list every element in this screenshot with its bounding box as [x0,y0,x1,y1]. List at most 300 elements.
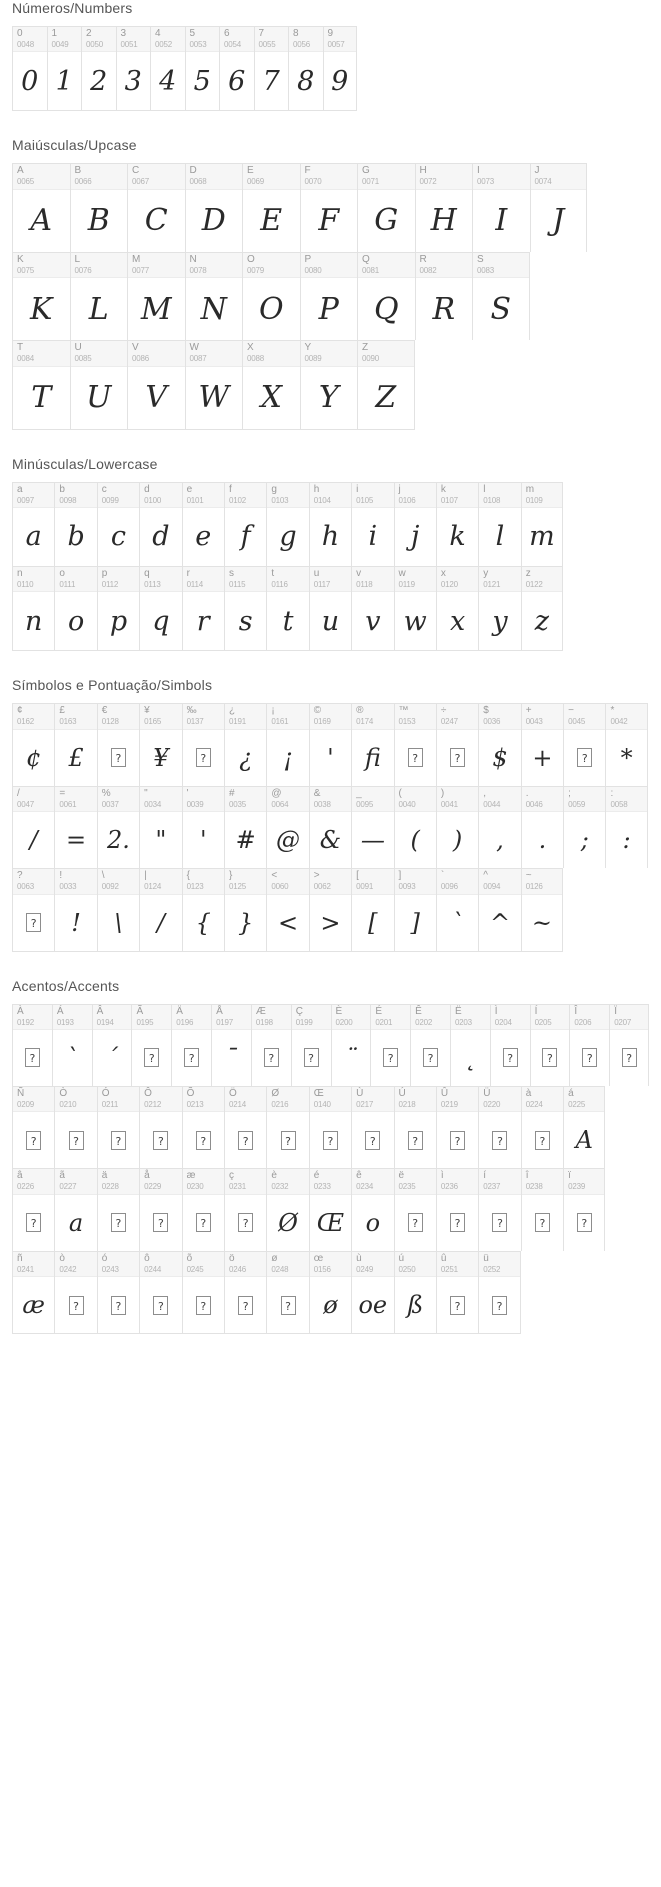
glyph-cell[interactable] [415,252,473,340]
glyph-cell[interactable] [521,786,563,868]
glyph-code-label: 0101 [186,495,204,505]
glyph-cell[interactable] [97,566,139,651]
glyph-code-label: 0114 [186,579,203,589]
glyph-code-label: 0072 [419,177,437,187]
glyph-cell[interactable] [450,1004,490,1086]
glyph-cell[interactable] [251,1004,291,1086]
glyph-preview: / [156,908,165,937]
glyph-cell[interactable] [224,1086,266,1168]
glyph-code-label: 0245 [186,1264,204,1274]
glyph-cell[interactable] [351,1168,393,1250]
glyph-preview: m [529,521,555,553]
glyph-cell[interactable] [605,786,647,868]
glyph-row [12,786,649,868]
glyph-preview: 1 [55,65,73,97]
glyph-cell[interactable] [54,703,96,785]
missing-glyph-icon: ? [153,1131,168,1150]
glyph-char-label: Ê [415,1005,422,1017]
glyph-cell[interactable] [266,1168,308,1250]
glyph-cell[interactable] [478,1086,520,1168]
glyph-cell[interactable] [605,703,647,785]
glyph-cell[interactable] [54,566,96,651]
glyph-cell[interactable] [97,1086,139,1168]
glyph-char-label: : [610,787,614,799]
glyph-preview: 7 [262,65,280,97]
glyph-cell[interactable] [331,1004,371,1086]
glyph-cell-header [522,567,562,592]
glyph-cell[interactable] [12,566,54,651]
glyph-cell[interactable] [97,482,139,566]
glyph-cell[interactable] [415,163,473,251]
glyph-cell-header [13,1005,52,1030]
glyph-char-label: ü [483,1252,489,1264]
glyph-cell[interactable] [490,1004,530,1086]
glyph-cell[interactable] [254,26,289,111]
glyph-cell[interactable] [563,703,605,785]
glyph-cell[interactable] [12,482,54,566]
glyph-char-label: = [59,787,66,799]
glyph-cell[interactable] [521,868,563,951]
glyph-cell[interactable] [266,1086,308,1168]
glyph-cell[interactable] [12,1004,52,1086]
glyph-cell-header [151,27,185,52]
glyph-cell[interactable] [309,482,351,566]
glyph-cell[interactable] [436,1251,478,1334]
glyph-code-label: 0085 [74,354,92,364]
glyph-cell[interactable] [410,1004,450,1086]
glyph-cell[interactable] [92,1004,132,1086]
glyph-code-label: 0214 [228,1099,246,1109]
glyph-cell[interactable] [521,566,563,651]
glyph-cell-header [301,164,358,189]
glyph-cell[interactable] [242,252,300,340]
glyph-cell[interactable] [12,1168,54,1250]
glyph-cell[interactable] [530,163,588,251]
glyph-cell[interactable] [224,1251,266,1334]
glyph-code-label: 0087 [189,354,207,364]
glyph-preview [479,1112,520,1168]
glyph-cell[interactable] [478,703,520,785]
missing-glyph-icon: ? [69,1296,84,1315]
glyph-cell[interactable] [357,163,415,251]
glyph-cell[interactable] [182,1086,224,1168]
glyph-cell[interactable] [351,482,393,566]
glyph-char-label: X [247,342,254,354]
glyph-cell[interactable] [351,786,393,868]
glyph-cell[interactable] [478,786,520,868]
glyph-cell[interactable] [224,703,266,785]
glyph-cell-header [522,483,562,508]
glyph-cell[interactable] [139,566,181,651]
glyph-char-label: À [17,1005,24,1017]
glyph-code-label: 0217 [356,1099,374,1109]
glyph-code-label: 0078 [189,265,207,275]
glyph-cell[interactable] [530,1004,570,1086]
glyph-cell[interactable] [127,163,185,251]
glyph-cell[interactable] [300,163,358,251]
glyph-cell[interactable] [224,1168,266,1250]
glyph-cell[interactable] [52,1004,92,1086]
missing-glyph-icon: ? [323,1131,338,1150]
glyph-preview [183,1112,224,1168]
glyph-cell[interactable] [70,252,128,340]
glyph-cell-header [564,1169,604,1194]
glyph-cell[interactable] [127,252,185,340]
glyph-cell-header [267,483,308,508]
glyph-cell[interactable] [436,1168,478,1250]
glyph-code-label: 0153 [398,717,416,727]
glyph-preview: : [622,826,631,855]
missing-glyph-icon: ? [423,1048,438,1067]
glyph-char-label: L [74,253,81,265]
glyph-cell[interactable] [182,786,224,868]
glyph-preview [437,1195,478,1251]
glyph-char-label: 7 [258,28,265,39]
glyph-code-label: 0246 [228,1264,246,1274]
glyph-cell[interactable] [351,566,393,651]
glyph-cell[interactable] [12,252,70,340]
glyph-cell[interactable] [266,868,308,951]
glyph-cell[interactable] [97,1168,139,1250]
glyph-cell[interactable] [127,340,185,429]
glyph-cell[interactable] [54,482,96,566]
glyph-code-label: 0094 [483,882,501,892]
glyph-cell[interactable] [351,1251,393,1334]
glyph-cell-header [225,483,266,508]
glyph-code-label: 0066 [74,177,92,187]
glyph-char-label: ø [271,1252,278,1264]
glyph-cell[interactable] [182,566,224,651]
glyph-cell[interactable] [12,340,70,429]
glyph-cell[interactable] [436,868,478,951]
glyph-cell[interactable] [357,340,415,429]
glyph-char-label: + [525,705,532,717]
glyph-code-label: 0241 [17,1264,34,1274]
glyph-cell-header [225,567,266,592]
glyph-row [12,482,649,566]
glyph-cell[interactable] [288,26,323,111]
glyph-cell-header [186,341,243,366]
glyph-char-label: ™ [398,705,409,717]
glyph-code-label: 0077 [132,265,149,275]
glyph-cell[interactable] [70,163,128,251]
glyph-code-label: 0047 [17,799,34,809]
glyph-cell[interactable] [139,1251,181,1334]
glyph-cell[interactable] [266,482,308,566]
glyph-cell[interactable] [242,340,300,429]
glyph-preview: / [29,826,38,855]
glyph-preview: fi [364,743,381,772]
glyph-cell-header [491,1005,530,1030]
missing-glyph-icon: ? [196,748,211,767]
glyph-cell[interactable] [351,1086,393,1168]
glyph-cell-header [220,27,254,52]
glyph-cell[interactable] [150,26,185,111]
glyph-preview: S [490,291,512,327]
glyph-cell[interactable] [97,786,139,868]
glyph-cell-header [267,704,308,729]
glyph-cell[interactable] [394,566,436,651]
glyph-cell-header [522,1087,563,1112]
glyph-char-label: o [59,567,65,579]
glyph-cell-header [301,253,358,278]
glyph-cell[interactable] [309,703,351,785]
glyph-cell[interactable] [81,26,116,111]
glyph-char-label: Ó [101,1087,110,1099]
glyph-cell[interactable] [242,163,300,251]
glyph-char-label: @ [271,787,282,799]
glyph-cell[interactable] [478,566,520,651]
glyph-cell[interactable] [219,26,254,111]
glyph-cell[interactable] [12,163,70,251]
glyph-cell[interactable] [309,1168,351,1250]
glyph-cell[interactable] [521,482,563,566]
glyph-cell[interactable] [472,163,530,251]
glyph-code-label: 0099 [101,495,119,505]
glyph-cell[interactable] [116,26,151,111]
glyph-code-label: 0248 [271,1264,289,1274]
glyph-cell[interactable] [266,566,308,651]
glyph-cell[interactable] [370,1004,410,1086]
glyph-char-label: Ñ [17,1087,25,1099]
glyph-preview [479,1277,519,1333]
glyph-cell[interactable] [54,868,96,951]
glyph-cell-header [437,704,478,729]
glyph-code-label: 0205 [534,1017,552,1027]
glyph-cell-header [93,1005,132,1030]
glyph-code-label: 0229 [144,1182,162,1192]
glyph-cell[interactable] [12,1251,54,1334]
glyph-cell[interactable] [472,252,530,340]
glyph-cell-header [479,869,520,894]
glyph-cell[interactable] [139,703,181,785]
glyph-cell[interactable] [12,1086,54,1168]
glyph-preview [140,1195,181,1251]
glyph-code-label: 0089 [304,354,322,364]
glyph-cell-header [13,341,70,366]
glyph-cell[interactable] [300,252,358,340]
glyph-cell[interactable] [300,340,358,429]
glyph-cell[interactable] [563,1168,605,1250]
glyph-cell[interactable] [394,786,436,868]
glyph-cell[interactable] [70,340,128,429]
missing-glyph-icon: ? [577,748,592,767]
glyph-cell[interactable] [185,26,220,111]
glyph-preview: C [144,203,168,239]
glyph-char-label: ¡ [271,705,275,717]
glyph-cell[interactable] [351,703,393,785]
glyph-cell[interactable] [309,1251,351,1334]
glyph-cell[interactable] [12,868,54,951]
glyph-cell-header [183,567,224,592]
glyph-preview [395,1112,436,1168]
glyph-cell[interactable] [12,26,47,111]
glyph-cell[interactable] [436,786,478,868]
glyph-code-label: 0251 [440,1264,458,1274]
glyph-preview: W [198,380,230,416]
glyph-cell-header [267,869,308,894]
glyph-cell-header [310,1252,351,1277]
glyph-cell[interactable] [182,868,224,951]
glyph-preview: I [495,203,508,239]
missing-glyph-icon: ? [450,1296,465,1315]
glyph-cell[interactable] [394,1086,436,1168]
glyph-code-label: 0117 [313,579,331,589]
glyph-code-label: 0068 [189,177,207,187]
glyph-cell[interactable] [224,482,266,566]
glyph-preview: ¡ [283,743,293,772]
glyph-cell[interactable] [54,1168,96,1250]
glyph-cell[interactable] [436,482,478,566]
glyph-code-label: 0213 [186,1099,204,1109]
glyph-cell[interactable] [394,868,436,951]
glyph-code-label: 0081 [362,265,379,275]
glyph-cell[interactable] [182,482,224,566]
glyph-cell[interactable] [224,786,266,868]
glyph-code-label: 0051 [120,40,138,49]
glyph-cell[interactable] [478,482,520,566]
glyph-cell[interactable] [436,703,478,785]
glyph-cell-header [13,869,54,894]
glyph-char-label: v [356,567,362,579]
glyph-char-label: Î [574,1005,578,1017]
glyph-cell[interactable] [394,482,436,566]
glyph-code-label: 0137 [186,717,204,727]
glyph-cell[interactable] [139,868,181,951]
glyph-cell[interactable] [97,1251,139,1334]
glyph-cell[interactable] [478,1168,520,1250]
glyph-cell[interactable] [309,786,351,868]
glyph-cell[interactable] [266,703,308,785]
glyph-code-label: 0120 [440,579,458,589]
glyph-cell-header [98,483,139,508]
glyph-char-label: / [17,787,20,799]
glyph-preview: T [31,380,52,416]
glyph-cell[interactable] [54,786,96,868]
glyph-code-label: 0056 [293,40,310,49]
glyph-cell[interactable] [131,1004,171,1086]
glyph-cell[interactable] [394,1168,436,1250]
glyph-char-label: ù [356,1252,362,1264]
glyph-cell[interactable] [185,340,243,429]
glyph-cell-header [71,164,128,189]
glyph-cell[interactable] [139,482,181,566]
glyph-cell[interactable] [521,703,563,785]
glyph-cell[interactable] [309,868,351,951]
glyph-cell[interactable] [97,703,139,785]
glyph-code-label: 0093 [398,882,416,892]
glyph-cell[interactable] [182,703,224,785]
glyph-cell[interactable] [139,786,181,868]
glyph-cell[interactable] [224,566,266,651]
glyph-code-label: 0195 [136,1017,154,1027]
glyph-char-label: Ù [356,1087,364,1099]
glyph-cell[interactable] [569,1004,609,1086]
glyph-char-label: D [189,165,197,177]
glyph-preview: = [66,826,87,855]
glyph-cell[interactable] [394,703,436,785]
glyph-cell[interactable] [185,163,243,251]
glyph-cell[interactable] [478,1251,520,1334]
glyph-cell-header [13,1169,54,1194]
glyph-cell-header [13,1087,54,1112]
glyph-row [12,868,649,951]
glyph-cell-header [183,483,224,508]
glyph-cell[interactable] [563,1086,605,1168]
glyph-char-label: ú [398,1252,405,1264]
glyph-preview [352,1112,393,1168]
glyph-cell[interactable] [521,1086,563,1168]
glyph-cell[interactable] [211,1004,251,1086]
glyph-cell[interactable] [323,26,358,111]
glyph-preview: v [365,605,381,637]
glyph-cell[interactable] [12,786,54,868]
glyph-cell-header [186,27,220,52]
glyph-cell[interactable] [54,1086,96,1168]
glyph-cell[interactable] [139,1168,181,1250]
glyph-cell[interactable] [12,703,54,785]
glyph-cell[interactable] [139,1086,181,1168]
glyph-cell[interactable] [182,1168,224,1250]
glyph-code-label: 0234 [356,1182,374,1192]
glyph-cell[interactable] [171,1004,211,1086]
glyph-char-label: Å [216,1005,223,1017]
glyph-cell[interactable] [521,1168,563,1250]
glyph-preview: g [279,521,297,553]
missing-glyph-icon: ? [111,1213,126,1232]
glyph-cell-header [71,253,128,278]
glyph-char-label: V [132,342,139,354]
glyph-cell[interactable] [182,1251,224,1334]
glyph-preview: k [449,521,466,553]
glyph-cell[interactable] [351,868,393,951]
glyph-char-label: R [419,253,427,265]
glyph-code-label: 0242 [59,1264,77,1274]
glyph-code-label: 0243 [101,1264,119,1274]
glyph-cell[interactable] [309,1086,351,1168]
glyph-preview: ¨ [344,1043,357,1072]
glyph-cell[interactable] [436,1086,478,1168]
glyph-cell[interactable] [309,566,351,651]
glyph-cell[interactable] [609,1004,649,1086]
glyph-code-label: 0049 [51,40,69,49]
glyph-cell[interactable] [291,1004,331,1086]
glyph-code-label: 0046 [525,799,543,809]
glyph-cell[interactable] [266,1251,308,1334]
glyph-cell[interactable] [185,252,243,340]
glyph-preview: } [238,908,254,937]
glyph-cell[interactable] [47,26,82,111]
glyph-cell[interactable] [54,1251,96,1334]
glyph-cell[interactable] [563,786,605,868]
glyph-cell[interactable] [394,1251,436,1334]
glyph-cell[interactable] [266,786,308,868]
missing-glyph-icon: ? [196,1131,211,1150]
glyph-cell[interactable] [224,868,266,951]
glyph-char-label: ë [398,1170,405,1182]
glyph-char-label: 3 [120,28,127,39]
glyph-cell-header [98,1169,139,1194]
glyph-char-label: Ç [295,1005,303,1017]
missing-glyph-icon: ? [69,1131,84,1150]
glyph-preview: q [152,605,170,637]
glyph-preview [522,1112,563,1168]
glyph-cell[interactable] [357,252,415,340]
glyph-cell[interactable] [436,566,478,651]
glyph-cell[interactable] [478,868,520,951]
glyph-cell[interactable] [97,868,139,951]
glyph-code-label: 0220 [483,1099,501,1109]
